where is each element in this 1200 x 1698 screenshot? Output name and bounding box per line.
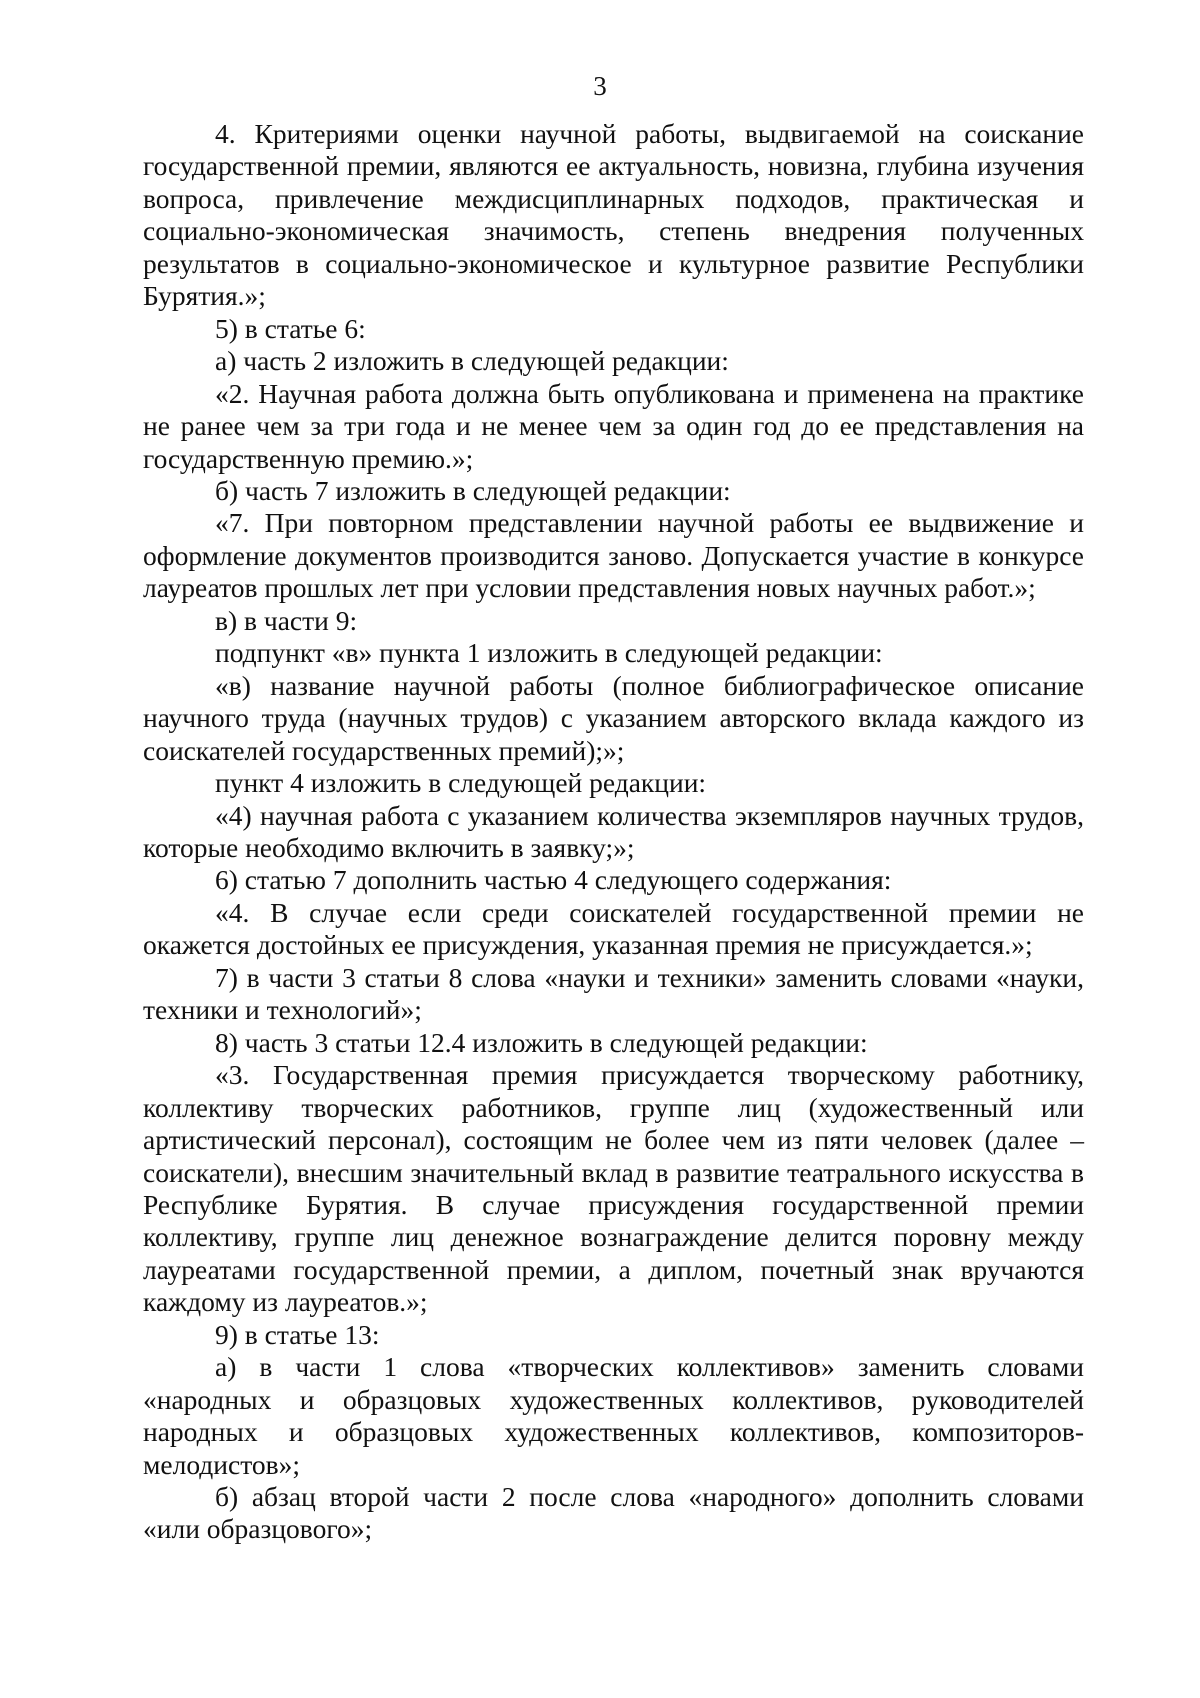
paragraph-quote-v: «в) название научной работы (полное библиографическое описание научного труда (научных трудов) с указанием авторского вклада каждого из соискателей государственных премий);»;	[143, 669, 1084, 766]
paragraph-item-9: 9) в статье 13:	[215, 1318, 380, 1350]
paragraph-item-5v: в) в части 9:	[215, 604, 358, 636]
paragraph-item-5: 5) в статье 6:	[215, 312, 366, 344]
paragraph-item-9a: а) в части 1 слова «творческих коллективов» заменить словами «народных и образцовых художественных коллективов, руководителей народных и образцовых художественных коллективов, композиторов-мелодистов»;	[143, 1351, 1084, 1480]
paragraph-quote-3: «3. Государственная премия присуждается творческому работнику, коллективу творческих работников, группе лиц (художественный или артистический персонал), состоящим не более чем из пяти человек (далее – соискатели), внесшим значительный вклад в развитие театрального искусства в Республике Бурятия. В случае присуждения государственной премии коллективу, группе лиц денежное вознаграждение делится поровну между лауреатами государственной премии, а диплом, почетный знак вручаются каждому из лауреатов.»;	[143, 1059, 1084, 1318]
paragraph-item-5b: б) часть 7 изложить в следующей редакции:	[215, 474, 731, 506]
paragraph-quote-4-work: «4) научная работа с указанием количества экземпляров научных трудов, которые необходимо включить в заявку;»;	[143, 799, 1084, 863]
paragraph-item-5a: а) часть 2 изложить в следующей редакции:	[215, 345, 729, 377]
paragraph-quote-4-case: «4. В случае если среди соискателей государственной премии не окажется достойных ее присуждения, указанная премия не присуждается.»;	[143, 896, 1084, 961]
page-number: 3	[593, 71, 607, 101]
paragraph-point-4: пункт 4 изложить в следующей редакции:	[215, 767, 707, 799]
paragraph-criteria: 4. Критериями оценки научной работы, выдвигаемой на соискание государственной премии, являются ее актуальность, новизна, глубина изучения вопроса, привлечение междисциплинарных подходов, практическая и социально-экономическая значимость, степень внедрения полученных результатов в социально-экономическое и культурное развитие Республики Бурятия.»;	[143, 118, 1084, 312]
paragraph-quote-2: «2. Научная работа должна быть опубликована и применена на практике не ранее чем за три года и не менее чем за один год до ее представления на государственную премию.»;	[143, 377, 1084, 474]
paragraph-item-6: 6) статью 7 дополнить частью 4 следующего содержания:	[215, 864, 892, 896]
paragraph-subitem-v: подпункт «в» пункта 1 изложить в следующей редакции:	[215, 637, 883, 669]
paragraph-item-8: 8) часть 3 статьи 12.4 изложить в следующей редакции:	[215, 1026, 868, 1058]
paragraph-item-9b: б) абзац второй части 2 после слова «народного» дополнить словами «или образцового»;	[143, 1481, 1084, 1545]
paragraph-quote-7: «7. При повторном представлении научной работы ее выдвижение и оформление документов производится заново. Допускается участие в конкурсе лауреатов прошлых лет при условии представления новых научных работ.»;	[143, 507, 1084, 604]
document-body	[143, 118, 1084, 1546]
paragraph-item-7: 7) в части 3 статьи 8 слова «науки и техники» заменить словами «науки, техники и технологий»;	[143, 961, 1084, 1026]
